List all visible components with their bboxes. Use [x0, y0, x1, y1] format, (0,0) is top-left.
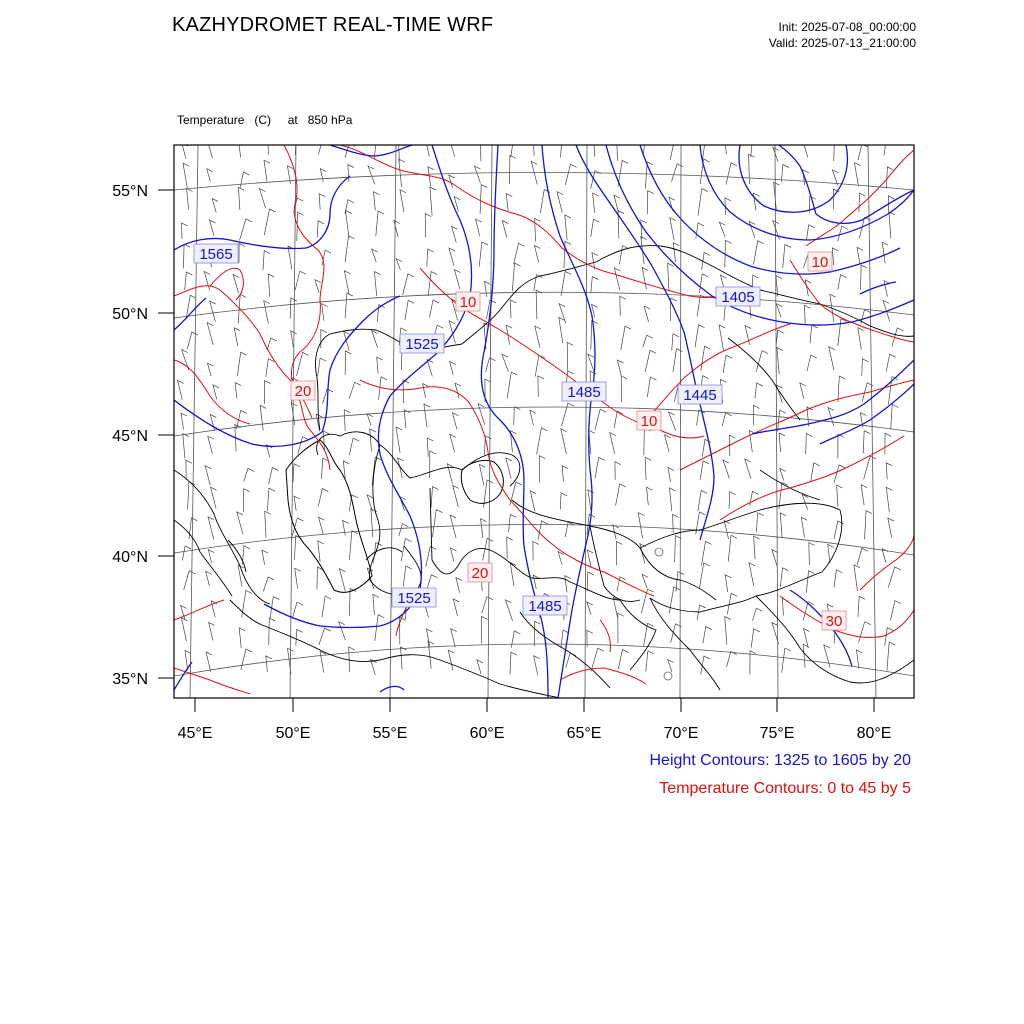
height-label: 1485 [528, 598, 562, 615]
lon-label-60: 60°E [469, 725, 505, 742]
temperature-label: 10 [811, 254, 829, 271]
latitude-labels [112, 183, 148, 688]
height-label: 1445 [683, 387, 717, 404]
lon-label-45: 45°E [177, 725, 213, 742]
valid-time: Valid: 2025-07-13_21:00:00 [768, 36, 916, 50]
height-label: 1485 [567, 384, 601, 401]
temperature-label: 30 [825, 613, 843, 630]
lon-label-80: 80°E [856, 725, 892, 742]
lat-label-40: 40°N [112, 549, 148, 566]
height-label: 1565 [199, 246, 233, 263]
lat-label-55: 55°N [112, 183, 148, 200]
temperature-label: 10 [640, 413, 658, 430]
init-time: Init: 2025-07-08_00:00:00 [778, 20, 916, 34]
height-label: 1525 [405, 336, 439, 353]
temperature-label: 10 [459, 294, 477, 311]
lat-label-35: 35°N [112, 671, 148, 688]
lat-label-50: 50°N [112, 306, 148, 323]
longitude-labels [178, 725, 892, 742]
lon-label-55: 55°E [372, 725, 408, 742]
temperature-label: 20 [294, 383, 312, 400]
lon-label-75: 75°E [759, 725, 795, 742]
temperature-label: 20 [471, 565, 489, 582]
lon-label-50: 50°E [275, 725, 311, 742]
height-legend: Height Contours: 1325 to 1605 by 20 [649, 752, 911, 769]
height-label: 1525 [397, 590, 431, 607]
field-temperature: Temperature (C) at 850 hPa [177, 113, 353, 127]
lon-label-70: 70°E [663, 725, 699, 742]
temperature-legend: Temperature Contours: 0 to 45 by 5 [659, 780, 911, 797]
lat-label-45: 45°N [112, 428, 148, 445]
height-label: 1405 [721, 289, 755, 306]
lon-label-65: 65°E [566, 725, 602, 742]
map-title: KAZHYDROMET REAL-TIME WRF [172, 14, 494, 36]
